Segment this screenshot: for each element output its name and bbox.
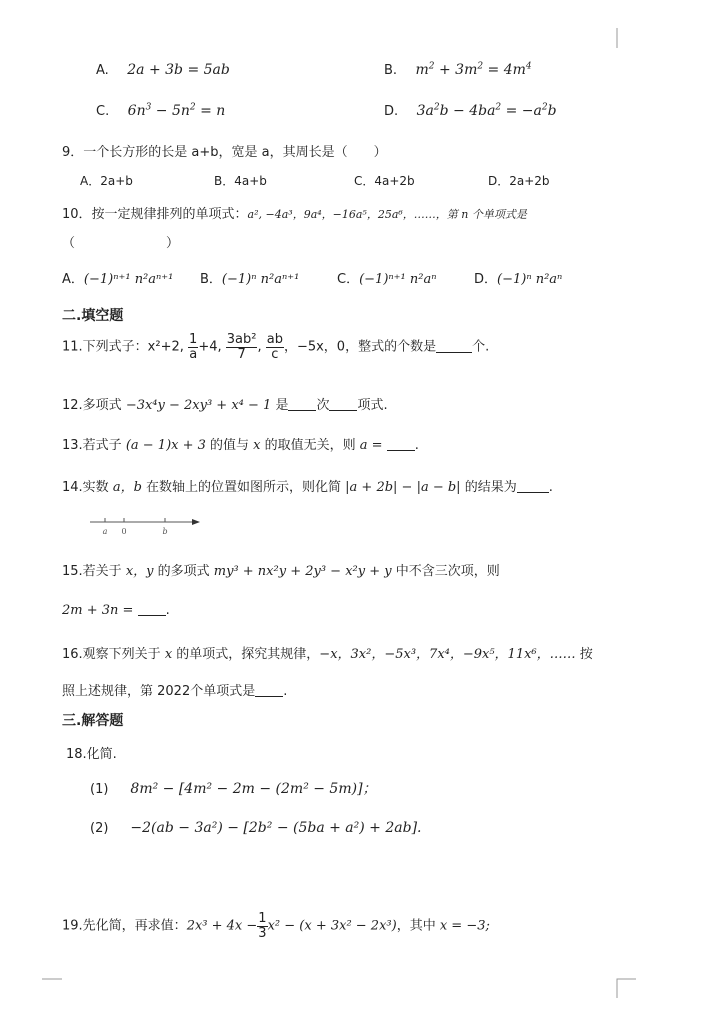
number-line-figure <box>88 512 208 538</box>
q16-line2: 照上述规律，第 2022个单项式是 . <box>62 684 288 699</box>
q12-blank-degree[interactable] <box>288 396 316 411</box>
q18-part-1: (1) 8m² − [4m² − 2m − (2m² − 5m)]； <box>90 781 377 797</box>
q8-option-d: D. $3a^2b - 4ba^2 = -a^2b$ <box>384 102 557 119</box>
q14: 14.实数 a，b 在数轴上的位置如图所示，则化简 |a + 2b| − |a − b| 的结果为 . <box>62 480 553 495</box>
q8-option-c: C. $6n^3 - 5n^2 = n$ <box>96 102 226 119</box>
section-title-solve: 三.解答题 <box>62 713 124 729</box>
corner-mark-top-right <box>616 28 636 48</box>
q15-line2: 2m + 3n = . <box>62 603 170 618</box>
q9-stem: 9．一个长方形的长是 a+b，宽是 a，其周长是（ ） <box>62 145 387 160</box>
q18-stem: 18.化简. <box>66 747 117 762</box>
number-line-label-b: b <box>162 527 168 536</box>
q12: 12.多项式 −3x⁴y − 2xy³ + x⁴ − 1 是 次 项式. <box>62 398 388 413</box>
q13-blank[interactable] <box>387 436 415 451</box>
q11-frac-2: $\frac{\text{3ab²}}{7}$ <box>226 332 257 362</box>
q10-option-d: D．(−1)ⁿ n²aⁿ <box>474 272 563 287</box>
q12-blank-terms[interactable] <box>329 396 357 411</box>
q9-option-a: A．2a+b <box>80 174 133 188</box>
corner-mark-top-left <box>42 28 62 48</box>
q16-blank[interactable] <box>255 682 283 697</box>
q19-fraction: $\frac{1}{3}$ <box>258 911 267 941</box>
number-line-label-a: a <box>102 527 108 536</box>
q9-option-c: C．4a+2b <box>354 174 415 188</box>
q16-line1: 16.观察下列关于 x 的单项式，探究其规律，−x，3x²，−5x³，7x⁴，−9x⁵，11x⁶，…… 按 <box>62 647 593 662</box>
q10-option-a: A．(−1)ⁿ⁺¹ n²aⁿ⁺¹ <box>62 272 174 287</box>
q9-option-d: D．2a+2b <box>488 174 550 188</box>
q8-option-a: A. 2a + 3b = 5ab <box>96 62 230 78</box>
q11-blank[interactable] <box>436 338 472 353</box>
q11-frac-3: $\frac{ab}{c}$ <box>266 332 283 362</box>
q8-option-b: B. $m^2 + 3m^2 = 4m^4$ <box>384 61 532 78</box>
q10-option-c: C．(−1)ⁿ⁺¹ n²aⁿ <box>337 272 437 287</box>
q14-blank[interactable] <box>517 478 549 493</box>
q15-line1: 15.若关于 x，y 的多项式 my³ + nx²y + 2y³ − x²y + y 中不含三次项，则 <box>62 564 500 579</box>
q11: 11.下列式子：x²+2, $\frac{1}{a}$ +4, $\frac{\text{3ab²}}{7}$ , $\frac{ab}{c}$ ，−5x，0，整式的个数是 个. <box>62 332 490 362</box>
q10-stem: 10．按一定规律排列的单项式：a², −4a³，9a⁴，−16a⁵，25a⁶，……，第 n 个单项式是 <box>62 207 527 222</box>
q10-option-b: B．(−1)ⁿ n²aⁿ⁺¹ <box>200 272 300 287</box>
q19: 19.先化简，再求值：2x³ + 4x − $\frac{1}{3}$ x² − (x + 3x² − 2x³)，其中 x = −3; <box>62 911 490 941</box>
q10-paren: （ ） <box>62 236 180 251</box>
corner-mark-bottom-right <box>616 978 636 998</box>
q11-frac-1: $\frac{1}{a}$ <box>189 332 198 362</box>
q15-blank[interactable] <box>138 601 166 616</box>
number-line-label-0: 0 <box>121 527 127 536</box>
q13: 13.若式子 (a − 1)x + 3 的值与 x 的取值无关，则 a = . <box>62 438 419 453</box>
q9-option-b: B．4a+b <box>214 174 267 188</box>
section-title-fill-in: 二.填空题 <box>62 308 124 324</box>
corner-mark-bottom-left <box>42 978 62 998</box>
q18-part-2: (2) −2(ab − 3a²) − [2b² − (5ba + a²) + 2ab]. <box>90 820 422 836</box>
